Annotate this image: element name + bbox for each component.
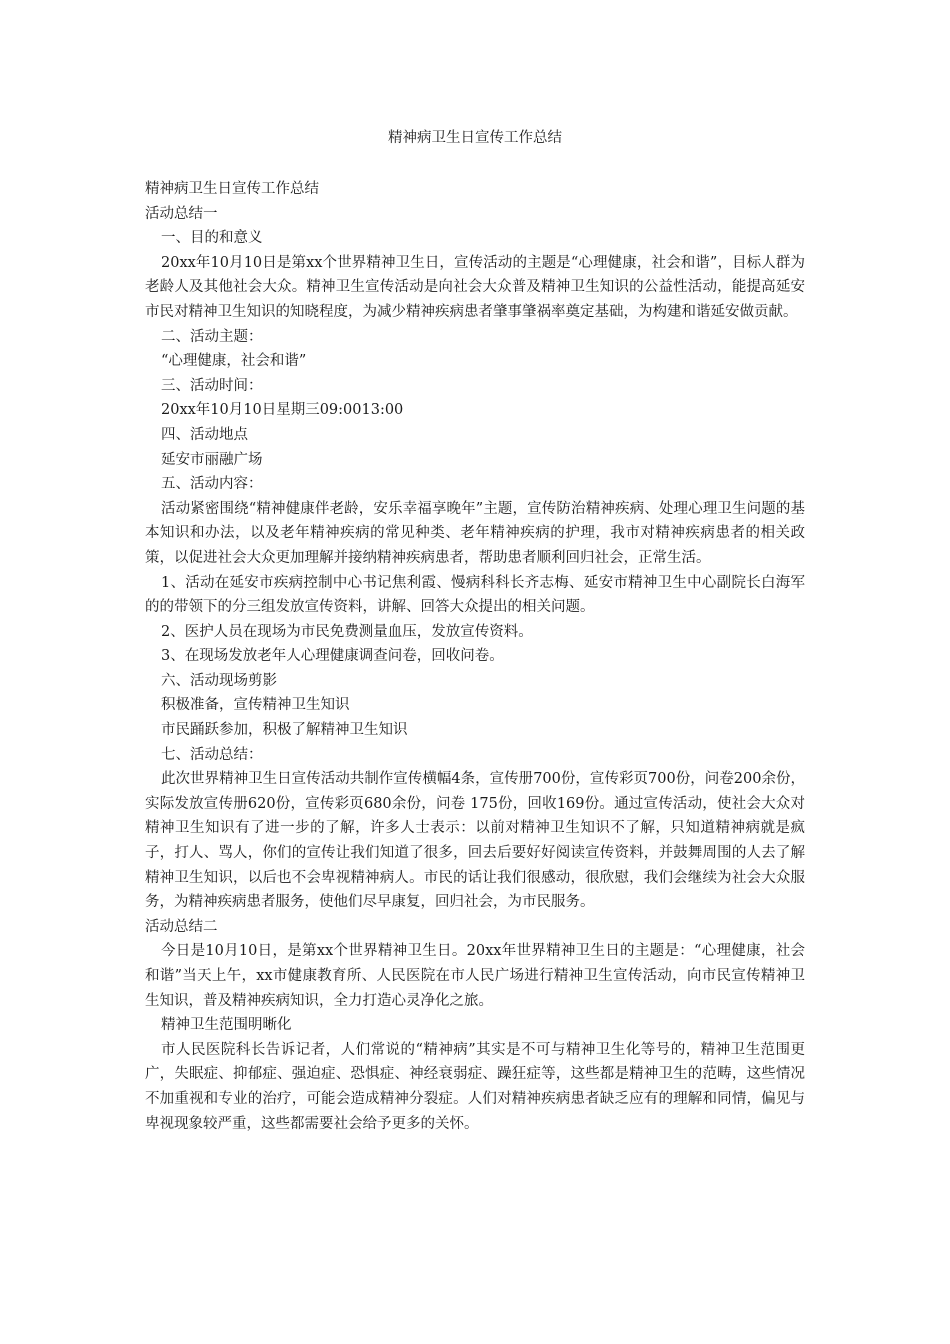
paragraph: 七、活动总结：: [161, 746, 263, 763]
paragraph: 此次世界精神卫生日宣传活动共制作宣传横幅4条，宣传册700份，宣传彩页700份，问卷200余份，实际发放宣传册620份，宣传彩页680余份，问卷 175份，回收169份。通过宣传活动，使社会大众对精神卫生知识有了进一步的了解，许多人士表示：以前对精神卫生知识不了解，只知道精神病就是疯子，打人、骂人，你们的宣传让我们知道了很多，回去后要好好阅读宣传资料，并鼓舞周围的人去了解精神卫生知识，以后也不会卑视精神病人。市民的话让我们很感动，很欣慰，我们会继续为社会大众服务，为精神疾病患者服务，使他们尽早康复，回归社会，为市民服务。: [145, 771, 805, 911]
paragraph: 20xx年10月10日是第xx个世界精神卫生日，宣传活动的主题是“心理健康，社会和谐”，目标人群为老龄人及其他社会大众。精神卫生宣传活动是向社会大众普及精神卫生知识的公益性活动，能提高延安市民对精神卫生知识的知晓程度，为减少精神疾病患者肇事肇祸率奠定基础，为构建和谐延安做贡献。: [145, 254, 805, 320]
paragraph: 精神病卫生日宣传工作总结: [145, 181, 319, 197]
paragraph: 20xx年10月10日星期三09:0013:00: [161, 402, 404, 419]
paragraph: 市民踊跃参加，积极了解精神卫生知识: [161, 722, 408, 739]
paragraph: 活动紧密围绕“精神健康伴老龄，安乐幸福享晚年”主题，宣传防治精神疾病、处理心理卫生问题的基本知识和办法，以及老年精神疾病的常见种类、老年精神疾病的护理，我市对精神疾病患者的相关政策，以促进社会大众更加理解并接纳精神疾病患者，帮助患者顺利回归社会，正常生活。: [145, 500, 805, 566]
paragraph: 3、在现场发放老年人心理健康调查问卷，回收问卷。: [161, 648, 504, 665]
paragraph: 延安市丽融广场: [161, 451, 263, 468]
document-title: 精神病卫生日宣传工作总结: [388, 130, 562, 146]
paragraph: 二、活动主题：: [161, 328, 263, 345]
paragraph: 市人民医院科长告诉记者，人们常说的“精神病”其实是不可与精神卫生化等号的，精神卫生范围更广，失眠症、抑郁症、强迫症、恐惧症、神经衰弱症、躁狂症等，这些都是精神卫生的范畴，这些情况不加重视和专业的治疗，可能会造成精神分裂症。人们对精神疾病患者缺乏应有的理解和同情，偏见与卑视现象较严重，这些都需要社会给予更多的关怀。: [145, 1041, 805, 1132]
paragraph: 三、活动时间：: [161, 377, 263, 394]
paragraph: 今日是10月10日，是第xx个世界精神卫生日。20xx年世界精神卫生日的主题是：“心理健康，社会和谐”当天上午，xx市健康教育所、人民医院在市人民广场进行精神卫生宣传活动，向市民宣传精神卫生知识，普及精神疾病知识，全力打造心灵净化之旅。: [145, 943, 805, 1009]
paragraph: 1、活动在延安市疾病控制中心书记焦利霞、慢病科科长齐志梅、延安市精神卫生中心副院长白海军的的带领下的分三组发放宣传资料，讲解、回答大众提出的相关问题。: [145, 574, 805, 616]
paragraph: 四、活动地点: [161, 426, 248, 443]
paragraph: 积极准备，宣传精神卫生知识: [161, 697, 350, 714]
paragraph: 六、活动现场剪影: [161, 672, 277, 689]
paragraph: 2、医护人员在现场为市民免费测量血压，发放宣传资料。: [161, 623, 533, 640]
paragraph: 活动总结二: [145, 918, 218, 935]
paragraph: 精神卫生范围明晰化: [161, 1017, 292, 1034]
document-body: [145, 177, 805, 1136]
paragraph: 五、活动内容：: [161, 476, 263, 493]
paragraph: 一、目的和意义: [161, 230, 263, 247]
paragraph: “心理健康，社会和谐”: [161, 353, 307, 370]
paragraph: 活动总结一: [145, 205, 218, 222]
